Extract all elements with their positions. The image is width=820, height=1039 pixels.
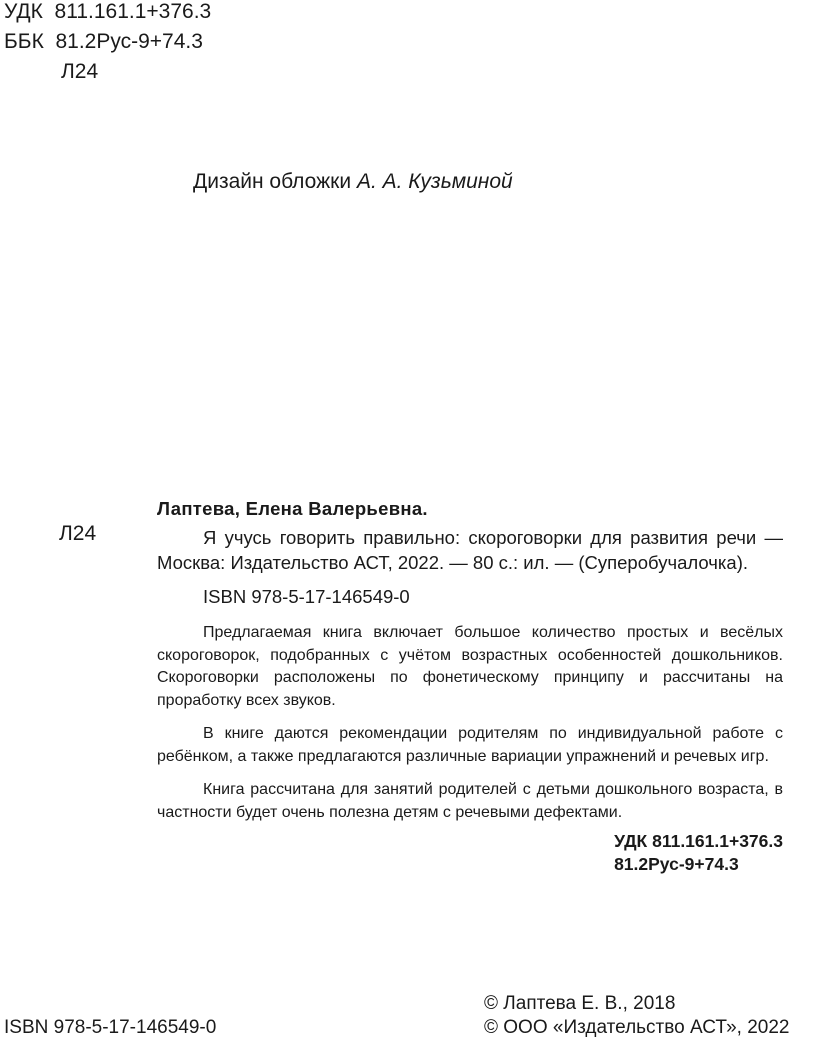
author-sign: Л24: [61, 60, 99, 83]
copyright-publisher: © ООО «Издательство АСТ», 2022: [484, 1017, 790, 1038]
entry-title: Я учусь говорить правильно: скороговорки для развития речи — Москва: Издательство АСТ, 2022. — 80 с.: ил. — (Суперобучалочка).: [157, 527, 783, 573]
annotation-paragraph-2: В книге даются рекомендации родителям по индивидуальной работе с ребёнком, а также предлагаются различные вариации упражнений и речевых игр.: [157, 725, 783, 765]
bibliographic-entry: [157, 497, 783, 876]
entry-isbn: ISBN 978-5-17-146549-0: [203, 586, 410, 607]
cover-designer-credit: [193, 170, 513, 194]
udk-line: [4, 0, 211, 26]
entry-bbk-code: 81.2Рус-9+74.3: [614, 854, 739, 874]
bbk-line: [4, 28, 203, 56]
bbk-value: 81.2Рус-9+74.3: [55, 30, 203, 53]
udk-value: 811.161.1+376.3: [54, 0, 212, 23]
annotation-paragraph-1: Предлагаемая книга включает большое количество простых и весёлых скороговорок, подобранных с учётом возрастных особенностей дошкольников. Скороговорки расположены по фонетическому принципу и рассчитаны на проработку всех звуков.: [157, 624, 783, 709]
entry-side-sign: Л24: [59, 522, 97, 545]
annotation-paragraph-3: Книга рассчитана для занятий родителей с детьми дошкольного возраста, в частности будет очень полезна детям с речевыми дефектами.: [157, 781, 783, 821]
udk-label: УДК: [4, 0, 43, 23]
bbk-label: ББК: [4, 30, 44, 53]
footer-isbn: ISBN 978-5-17-146549-0: [4, 1017, 217, 1038]
entry-codes: [157, 830, 783, 876]
designer-name: А. А. Кузьминой: [356, 170, 513, 193]
entry-author: Лаптева, Елена Валерьевна.: [157, 498, 428, 519]
designer-prefix: Дизайн обложки: [193, 170, 352, 193]
entry-udk-code: УДК 811.161.1+376.3: [614, 831, 783, 851]
copyright-author: © Лаптева Е. В., 2018: [484, 993, 676, 1014]
